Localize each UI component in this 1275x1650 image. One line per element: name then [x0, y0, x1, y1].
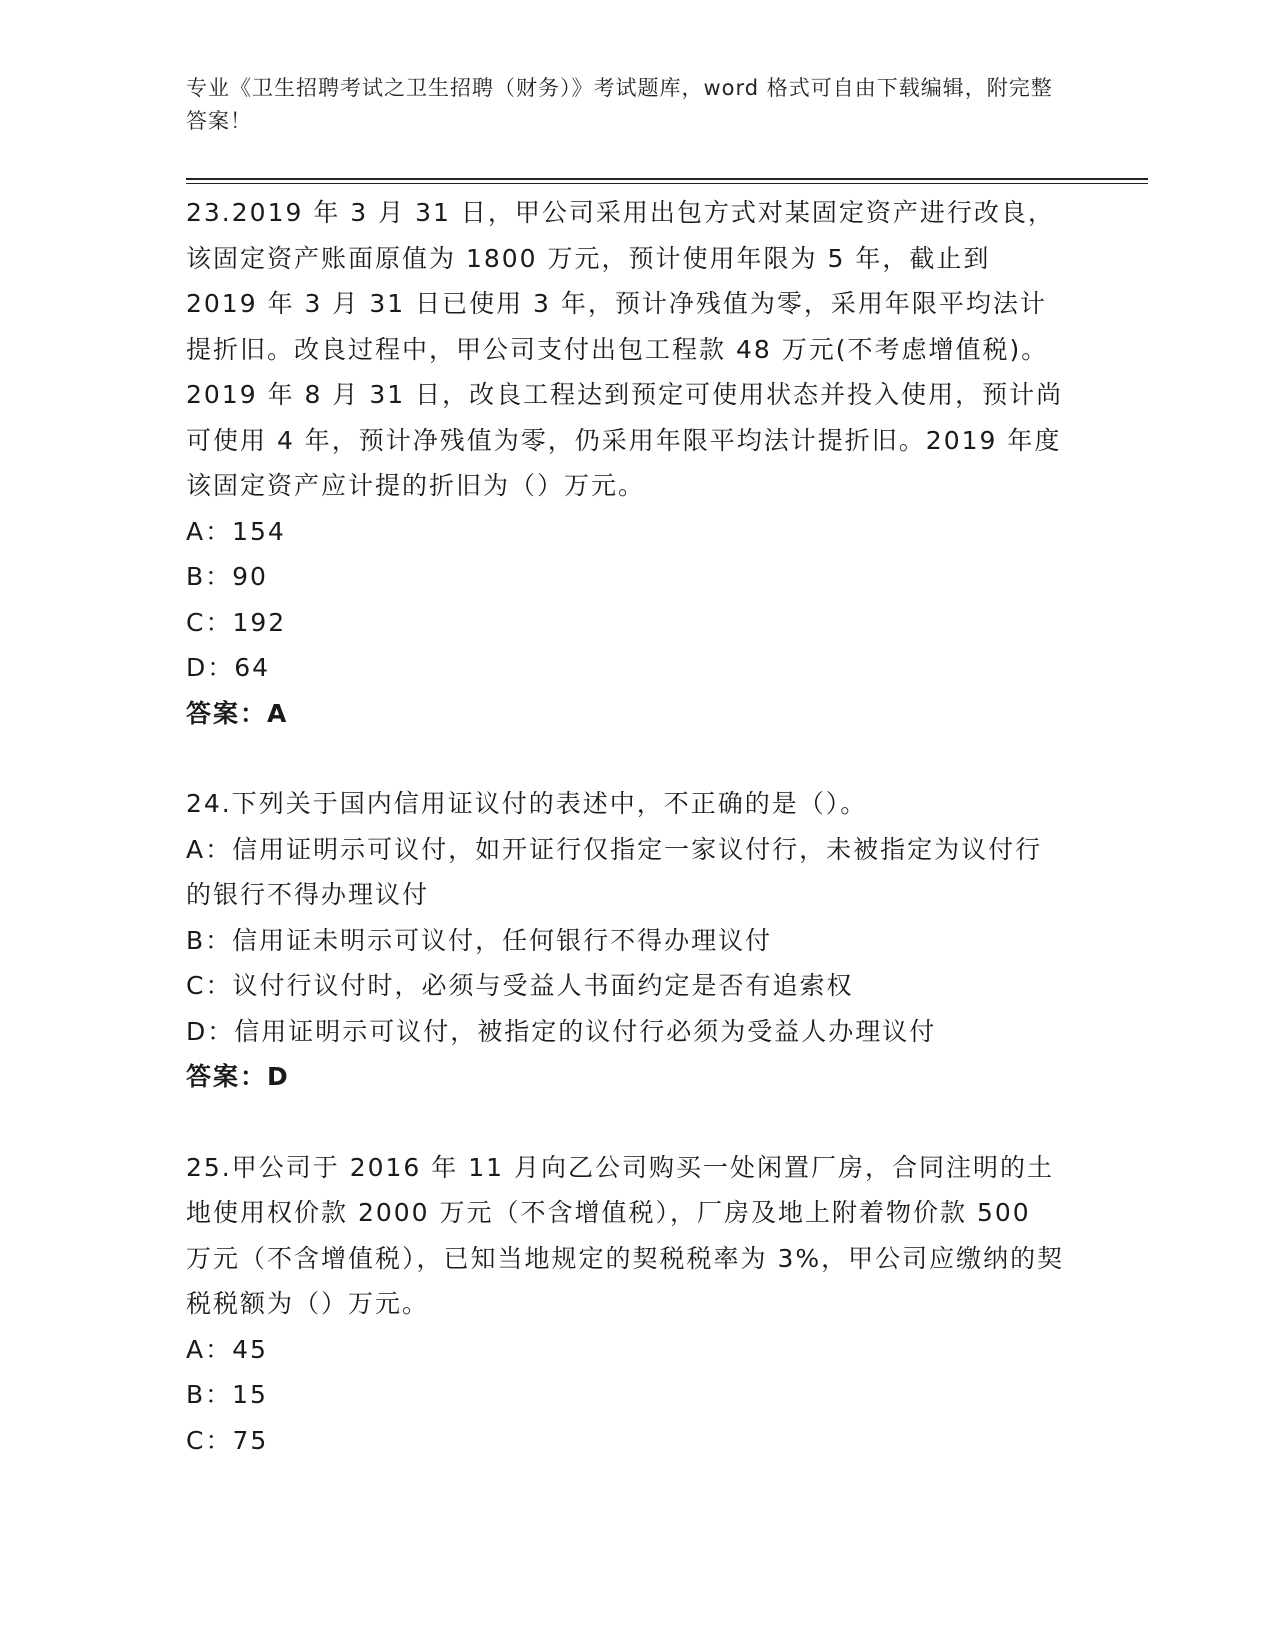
answer-line — [186, 1054, 1066, 1100]
answer-label: 答案： — [186, 1062, 268, 1091]
option-label: A： — [186, 516, 233, 546]
question-text: 23.2019 年 3 月 31 日，甲公司采用出包方式对某固定资产进行改良，该固定资产账面原值为 1800 万元，预计使用年限为 5 年，截止到 2019 年 3 月 31 日已使用 3 年，预计净残值为零，采用年限平均法计提折旧。改良过程中，甲公司支付出包工程款 48 万元(不考虑增值税)。2019 年 8 月 31 日，改良工程达到预定可使用状态并投入使用，预计尚可使用 4 年，预计净残值为零，仍采用年限平均法计提折旧。2019 年度该固定资产应计提的折旧为（）万元。 — [186, 198, 1064, 500]
option-text: 90 — [232, 562, 268, 591]
option-label: B： — [186, 562, 233, 591]
question-23 — [186, 190, 1066, 736]
option-c — [186, 1418, 1066, 1464]
option-a — [186, 827, 1066, 918]
option-text: 15 — [232, 1380, 268, 1409]
option-c — [186, 963, 1066, 1009]
option-a — [186, 509, 1066, 555]
option-text: 信用证未明示可议付，任何银行不得办理议付 — [232, 925, 773, 955]
option-b — [186, 554, 1066, 600]
option-label: D： — [186, 1016, 235, 1046]
option-b — [186, 1372, 1066, 1418]
question-text: 24.下列关于国内信用证议付的表述中，不正确的是（）。 — [186, 789, 868, 818]
option-text: 议付行议付时，必须与受益人书面约定是否有追索权 — [232, 971, 854, 1000]
answer-value: D — [267, 1062, 290, 1091]
question-25 — [186, 1145, 1066, 1464]
option-label: C： — [186, 971, 233, 1000]
option-label: C： — [186, 607, 233, 637]
option-label: D： — [186, 653, 235, 682]
answer-label: 答案： — [186, 698, 268, 728]
option-a — [186, 1327, 1066, 1373]
option-text: 信用证明示可议付，被指定的议付行必须为受益人办理议付 — [234, 1016, 937, 1046]
spacer — [186, 1100, 1066, 1145]
option-text: 75 — [232, 1425, 269, 1455]
option-label: B： — [186, 925, 233, 955]
question-text: 25.甲公司于 2016 年 11 月向乙公司购买一处闲置厂房，合同注明的土地使用权价款 2000 万元（不含增值税），厂房及地上附着物价款 500 万元（不含增值税），已知当地规定的契税税率为 3%，甲公司应缴纳的契税税额为（）万元。 — [186, 1152, 1065, 1318]
option-d — [186, 645, 1066, 691]
option-text: 45 — [232, 1334, 268, 1364]
spacer — [186, 736, 1066, 781]
option-text: 信用证明示可议付，如开证行仅指定一家议付行，未被指定为议付行的银行不得办理议付 — [186, 834, 1043, 909]
option-label: A： — [186, 1334, 233, 1364]
option-text: 154 — [232, 516, 286, 546]
header-rule-thin — [186, 183, 1148, 184]
option-label: B： — [186, 1380, 233, 1409]
option-label: C： — [186, 1425, 233, 1455]
answer-value: A — [267, 698, 289, 728]
option-d — [186, 1009, 1066, 1055]
option-text: 64 — [234, 653, 271, 682]
answer-line — [186, 691, 1066, 737]
header-rule-thick — [186, 178, 1148, 180]
option-text: 192 — [232, 607, 287, 637]
page-header: 专业《卫生招聘考试之卫生招聘（财务）》考试题库，word 格式可自由下载编辑，附完整答案！ — [186, 76, 1053, 133]
question-24 — [186, 781, 1066, 1100]
option-b — [186, 918, 1066, 964]
option-label: A： — [186, 834, 233, 864]
option-c — [186, 600, 1066, 646]
question-list — [186, 190, 1066, 1463]
